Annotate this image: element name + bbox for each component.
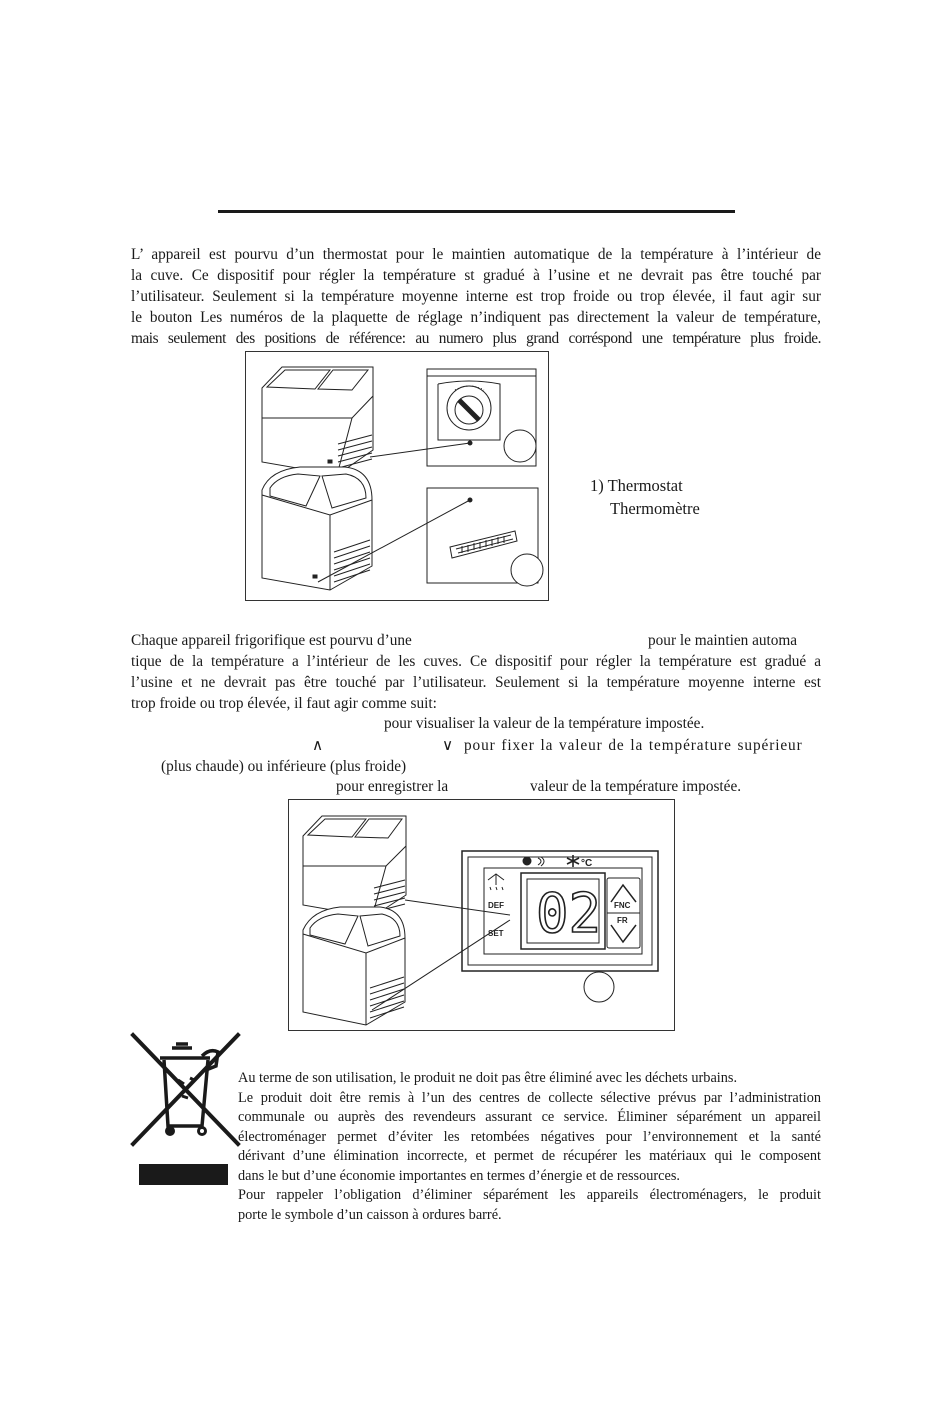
black-bar <box>139 1164 228 1185</box>
chest-freezer-curved-lid-drawing <box>303 907 405 1025</box>
weee-line: dans le but d’une économie importantes en termes d’énergie et de ressources. <box>238 1167 680 1184</box>
intro-line: l’utilisateur. Seulement si la température moyenne interne est trop froide ou trop élevée, il faut agir sur <box>131 288 821 305</box>
def-button-label[interactable]: DEF <box>488 901 504 910</box>
legend-thermometer: Thermomètre <box>610 499 700 518</box>
step-3-text-a: pour enregistrer la <box>336 778 449 795</box>
intro-line: la cuve. Ce dispositif pour régler la température st gradué à l’usine et ne devrait pas être touché par <box>131 267 821 284</box>
fr-button-label[interactable]: FR <box>617 916 628 925</box>
step-2-text: pour fixer la valeur de la température supérieur <box>464 737 803 754</box>
digital-line: trop froide ou trop élevée, il faut agir comme suit: <box>131 695 437 712</box>
crossed-out-bin-icon <box>130 1030 250 1190</box>
weee-line: dérivant d’une élimination incorrecte, et permet de récupérer les matériaux qui le composent <box>238 1148 821 1164</box>
weee-paragraph <box>238 1069 821 1225</box>
digital-line: tique de la température a l’intérieur de les cuves. Ce dispositif pour régler la température est gradué a <box>131 653 821 670</box>
weee-line: électroménager permet d’éviter les retombées négatives pour l’environnement et la santé <box>238 1128 821 1145</box>
down-arrow-icon <box>611 925 636 942</box>
step-2-continuation: (plus chaude) ou inférieure (plus froide) <box>161 758 407 775</box>
digital-line: l’usine et ne devrait pas être touché par l’utilisateur. Seulement si la température moyenne interne est <box>131 674 821 691</box>
up-arrow-glyph: ∧ <box>312 737 324 754</box>
intro-line: mais seulement des positions de référence: au numero plus grand corréspond une température plus froide. <box>131 330 821 347</box>
fan-indicator-icon <box>538 857 544 866</box>
weee-line: communale ou auprès des revendeurs assurant ce service. Éliminer séparément un appareil <box>238 1109 821 1125</box>
legend-thermostat: 1) Thermostat <box>590 476 683 495</box>
weee-line: porte le symbole d’un caisson à ordures barré. <box>238 1206 502 1223</box>
set-button-label[interactable]: SET <box>488 929 504 938</box>
step-3-text-b: valeur de la température impostée. <box>530 778 742 795</box>
weee-line: Pour rappeler l’obligation d’éliminer séparément les appareils électroménagers, le produit <box>238 1187 821 1203</box>
intro-line: L’ appareil est pourvu d’un thermostat pour le maintien automatique de la température à l’intérieur de <box>131 246 821 263</box>
weee-line: Le produit doit être remis à l’un des centres de collecte sélective prévus par l’administration <box>238 1089 821 1106</box>
up-arrow-icon <box>611 885 636 902</box>
fnc-button-label[interactable]: FNC <box>614 901 631 910</box>
temperature-display-value: 02 <box>536 882 602 945</box>
digital-line-1-end: pour le maintien automa <box>648 632 798 649</box>
down-arrow-glyph: ∨ <box>442 737 454 754</box>
weee-line: Au terme de son utilisation, le produit ne doit pas être éliminé avec les déchets urbains. <box>238 1070 738 1086</box>
defrost-icon <box>488 874 504 890</box>
step-1-text: pour visualiser la valeur de la température impostée. <box>384 715 705 732</box>
unit-label: °C <box>581 858 593 869</box>
digital-line-1-start: Chaque appareil frigorifique est pourvu d’une <box>131 632 412 649</box>
compressor-indicator-icon <box>523 857 531 865</box>
intro-line: le bouton Les numéros de la plaquette de réglage n’indiquent pas directement la valeur de température, <box>131 309 821 326</box>
chest-freezer-flat-lid-drawing <box>303 816 406 917</box>
